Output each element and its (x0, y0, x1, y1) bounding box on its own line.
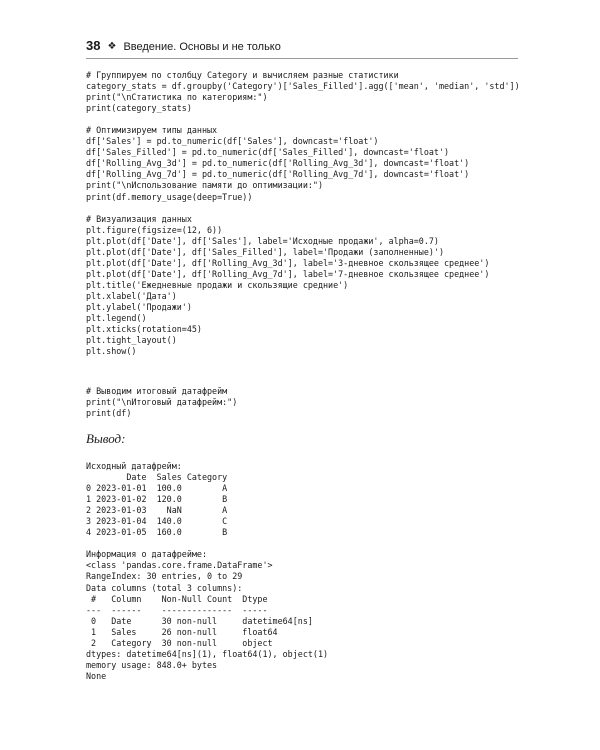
code-line: # Визуализация данных (86, 213, 192, 224)
code-block-final-output (86, 386, 237, 419)
code-line: plt.xlabel('Дата') (86, 290, 177, 301)
code-line: plt.xticks(rotation=45) (86, 324, 202, 335)
code-block (86, 70, 520, 357)
code-line: print("\nИспользование памяти до оптимизации:") (86, 180, 323, 191)
code-line: Информация о датафрейме: (86, 549, 208, 560)
code-line: 2 Category 30 non-null object (86, 637, 273, 648)
code-line: Исходный датафрейм: (86, 461, 182, 471)
output-heading: Вывод: (86, 431, 126, 446)
code-line: # Column Non-Null Count Dtype (86, 593, 268, 604)
code-line: # Оптимизируем типы данных (86, 125, 218, 136)
code-line: plt.plot(df['Date'], df['Rolling_Avg_7d'], label='7-дневное скользящее среднее') (86, 268, 490, 279)
code-line: df['Rolling_Avg_7d'] = pd.to_numeric(df['Rolling_Avg_7d'], downcast='float') (86, 169, 470, 180)
code-line: print("\nСтатистика по категориям:") (86, 92, 268, 103)
code-line: df['Sales'] = pd.to_numeric(df['Sales'], downcast='float') (86, 136, 379, 147)
output-block (86, 461, 328, 682)
page-number: 38 (86, 38, 101, 53)
code-line: Data columns (total 3 columns): (86, 582, 243, 593)
code-line: plt.plot(df['Date'], df['Rolling_Avg_3d'], label='3-дневное скользящее среднее') (86, 257, 490, 268)
page-header (86, 38, 518, 59)
code-line: plt.tight_layout() (86, 335, 177, 346)
code-line: df['Rolling_Avg_3d'] = pd.to_numeric(df['Rolling_Avg_3d'], downcast='float') (86, 158, 470, 169)
code-line: print(df.memory_usage(deep=True)) (86, 191, 253, 202)
code-line: 4 2023-01-05 160.0 B (86, 527, 228, 538)
code-line: plt.figure(figsize=(12, 6)) (86, 224, 223, 235)
code-line: # Выводим итоговый датафрейм (86, 386, 228, 396)
code-line: None (86, 670, 107, 681)
diamond-separator-icon: ❖ (107, 41, 117, 52)
code-line: print("\nИтоговый датафрейм:") (86, 397, 238, 408)
code-line: Date Sales Category (86, 472, 228, 483)
code-line: print(category_stats) (86, 103, 192, 114)
code-line: print(df) (86, 408, 132, 419)
code-line: category_stats = df.groupby('Category')['Sales_Filled'].agg(['mean', 'median', 'std']) (86, 81, 520, 92)
code-line: plt.title('Ежедневные продажи и скользящие средние') (86, 279, 349, 290)
code-line: 2 2023-01-03 NaN A (86, 505, 228, 516)
code-line: <class 'pandas.core.frame.DataFrame'> (86, 560, 273, 571)
code-line: 1 2023-01-02 120.0 B (86, 494, 228, 505)
code-line: 1 Sales 26 non-null float64 (86, 626, 278, 637)
code-line: 0 Date 30 non-null datetime64[ns] (86, 615, 313, 626)
code-line: 3 2023-01-04 140.0 C (86, 516, 228, 527)
code-line: plt.ylabel('Продажи') (86, 301, 192, 312)
code-line: plt.plot(df['Date'], df['Sales'], label='Исходные продажи', alpha=0.7) (86, 235, 439, 246)
code-line: memory usage: 848.0+ bytes (86, 659, 218, 670)
code-line: plt.show() (86, 346, 137, 357)
code-line: dtypes: datetime64[ns](1), float64(1), object(1) (86, 648, 329, 659)
code-line: 0 2023-01-01 100.0 A (86, 483, 228, 494)
chapter-title: Введение. Основы и не только (123, 41, 281, 53)
code-line: df['Sales_Filled'] = pd.to_numeric(df['Sales_Filled'], downcast='float') (86, 147, 450, 158)
code-line: plt.legend() (86, 313, 147, 324)
code-line: # Группируем по столбцу Category и вычисляем разные статистики (86, 70, 399, 80)
code-line: --- ------ -------------- ----- (86, 604, 268, 615)
code-line: RangeIndex: 30 entries, 0 to 29 (86, 571, 243, 582)
code-line: plt.plot(df['Date'], df['Sales_Filled'], label='Продажи (заполненные)') (86, 246, 444, 257)
